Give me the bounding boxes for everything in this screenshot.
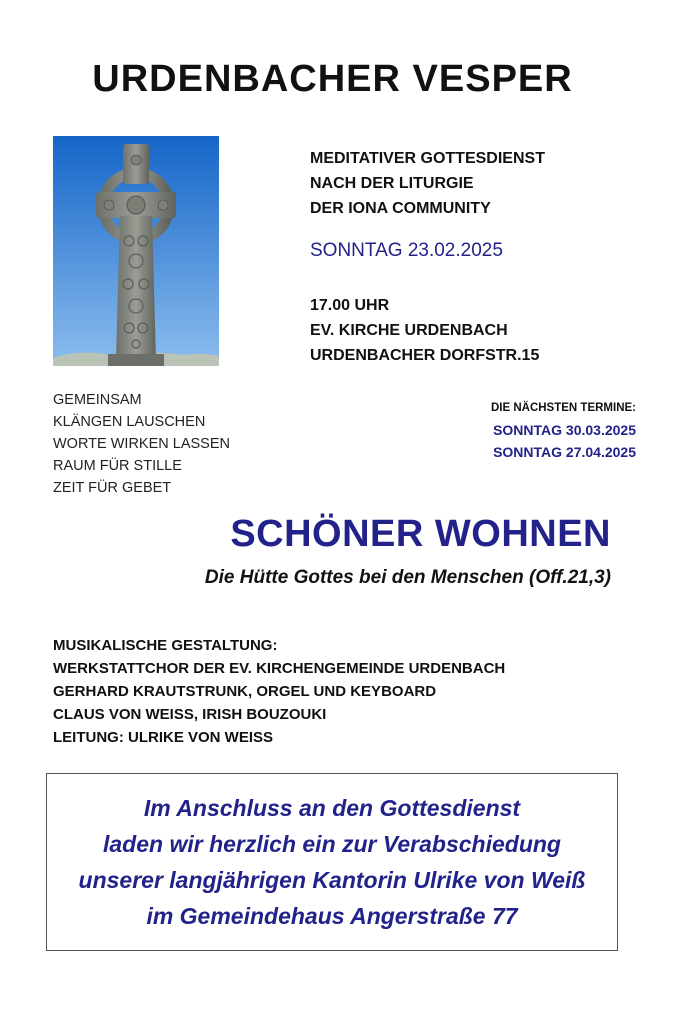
service-time: 17.00 UHR xyxy=(310,297,390,314)
music-line: CLAUS VON WEISS, IRISH BOUZOUKI xyxy=(53,706,327,723)
service-address: URDENBACHER DORFSTR.15 xyxy=(310,347,540,364)
service-description xyxy=(310,146,545,221)
theme-subtitle: Die Hütte Gottes bei den Menschen (Off.21,3) xyxy=(204,567,611,588)
theme-title: SCHÖNER WOHNEN xyxy=(230,513,611,555)
music-line: GERHARD KRAUTSTRUNK, ORGEL UND KEYBOARD xyxy=(53,683,437,700)
music-credits xyxy=(53,634,505,749)
invitation-line: im Gemeindehaus Angerstraße 77 xyxy=(146,903,518,929)
invitation-line: Im Anschluss an den Gottesdienst xyxy=(143,795,521,821)
invitation-line: laden wir herzlich ein zur Verabschiedung xyxy=(103,831,561,857)
keyword-item: WORTE WIRKEN LASSEN xyxy=(53,436,230,452)
service-line: NACH DER LITURGIE xyxy=(310,175,474,192)
keyword-list xyxy=(53,389,230,499)
service-location: EV. KIRCHE URDENBACH xyxy=(310,322,508,339)
music-line: LEITUNG: ULRIKE VON WEISS xyxy=(53,729,274,746)
service-line: MEDITATIVER GOTTESDIENST xyxy=(310,150,545,167)
next-date: SONNTAG 30.03.2025 xyxy=(493,422,636,438)
next-dates-heading: DIE NÄCHSTEN TERMINE: xyxy=(490,402,636,414)
celtic-cross-photo xyxy=(53,136,219,366)
music-heading: MUSIKALISCHE GESTALTUNG: xyxy=(53,637,278,654)
keyword-item: ZEIT FÜR GEBET xyxy=(53,480,172,496)
next-date: SONNTAG 27.04.2025 xyxy=(493,444,636,460)
invitation-box xyxy=(46,773,618,951)
service-date: SONNTAG 23.02.2025 xyxy=(310,240,503,261)
keyword-item: RAUM FÜR STILLE xyxy=(53,458,182,474)
keyword-item: KLÄNGEN LAUSCHEN xyxy=(53,414,206,430)
music-line: WERKSTATTCHOR DER EV. KIRCHENGEMEINDE URDENBACH xyxy=(53,660,506,677)
keyword-item: GEMEINSAM xyxy=(53,392,142,408)
invitation-line: unserer langjährigen Kantorin Ulrike von Weiß xyxy=(78,867,586,893)
page-title: URDENBACHER VESPER xyxy=(92,58,573,100)
service-details xyxy=(310,293,539,368)
service-line: DER IONA COMMUNITY xyxy=(310,200,491,217)
